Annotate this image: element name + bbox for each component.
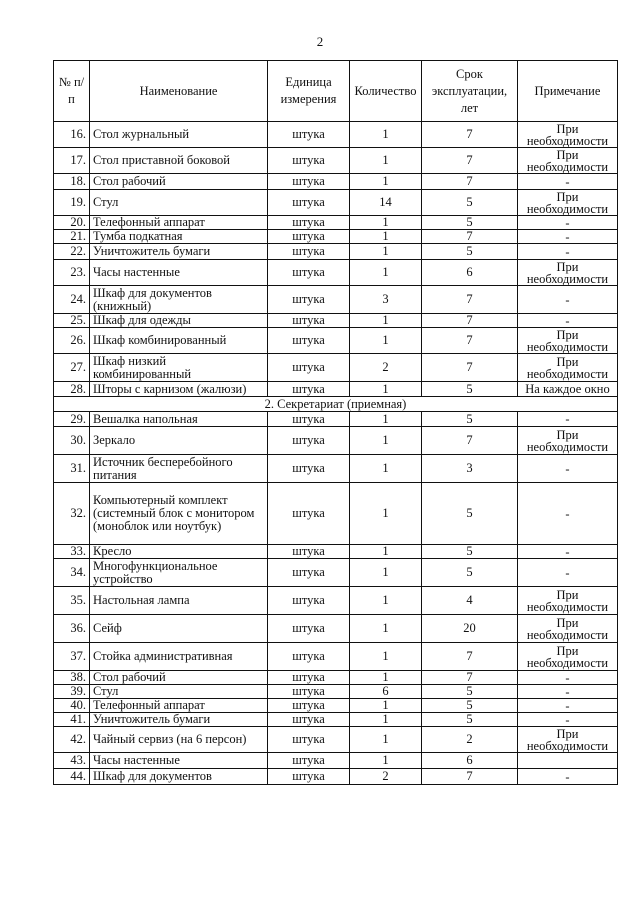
item-quantity: 3 (350, 286, 422, 314)
item-service-life: 6 (422, 753, 518, 769)
item-service-life: 6 (422, 260, 518, 286)
item-note: - (518, 412, 618, 427)
item-note: - (518, 671, 618, 685)
item-unit: штука (268, 455, 350, 483)
item-note: При необходимости (518, 260, 618, 286)
item-quantity: 1 (350, 260, 422, 286)
header-note: Примечание (518, 61, 618, 122)
item-service-life: 5 (422, 412, 518, 427)
row-number: 32. (54, 483, 90, 545)
item-unit: штука (268, 382, 350, 397)
item-note: При необходимости (518, 122, 618, 148)
item-quantity: 1 (350, 483, 422, 545)
item-name: Стул (90, 685, 268, 699)
item-service-life: 5 (422, 545, 518, 559)
item-service-life: 5 (422, 190, 518, 216)
item-quantity: 1 (350, 727, 422, 753)
item-name: Тумба подкатная (90, 230, 268, 244)
item-quantity: 2 (350, 769, 422, 785)
section-row (54, 397, 618, 412)
table-row (54, 699, 618, 713)
item-quantity: 14 (350, 190, 422, 216)
item-unit: штука (268, 260, 350, 286)
item-unit: штука (268, 643, 350, 671)
item-note: - (518, 455, 618, 483)
item-unit: штука (268, 230, 350, 244)
item-unit: штука (268, 587, 350, 615)
item-service-life: 5 (422, 483, 518, 545)
table-row (54, 314, 618, 328)
section-title: 2. Секретариат (приемная) (54, 397, 618, 412)
item-service-life: 7 (422, 671, 518, 685)
table-header-row (54, 61, 618, 122)
item-quantity: 1 (350, 328, 422, 354)
item-note: При необходимости (518, 727, 618, 753)
table-row (54, 244, 618, 260)
item-unit: штука (268, 328, 350, 354)
row-number: 40. (54, 699, 90, 713)
item-name: Шкаф для одежды (90, 314, 268, 328)
row-number: 39. (54, 685, 90, 699)
item-service-life: 5 (422, 699, 518, 713)
item-name: Сейф (90, 615, 268, 643)
item-note: - (518, 769, 618, 785)
item-quantity: 1 (350, 382, 422, 397)
item-unit: штука (268, 727, 350, 753)
item-service-life: 7 (422, 643, 518, 671)
item-service-life: 7 (422, 354, 518, 382)
table-row (54, 769, 618, 785)
row-number: 24. (54, 286, 90, 314)
item-name: Уничтожитель бумаги (90, 244, 268, 260)
table-row (54, 753, 618, 769)
item-note: - (518, 230, 618, 244)
row-number: 26. (54, 328, 90, 354)
item-name: Зеркало (90, 427, 268, 455)
item-name: Шторы с карнизом (жалюзи) (90, 382, 268, 397)
row-number: 36. (54, 615, 90, 643)
row-number: 25. (54, 314, 90, 328)
page-number: 2 (316, 34, 324, 49)
item-service-life: 7 (422, 427, 518, 455)
item-name: Шкаф для документов (90, 769, 268, 785)
item-quantity: 1 (350, 545, 422, 559)
item-name: Шкаф низкий комбинированный (90, 354, 268, 382)
row-number: 20. (54, 216, 90, 230)
item-name: Чайный сервиз (на 6 персон) (90, 727, 268, 753)
item-service-life: 7 (422, 230, 518, 244)
item-note: - (518, 216, 618, 230)
item-name: Вешалка напольная (90, 412, 268, 427)
item-note: - (518, 713, 618, 727)
item-service-life: 7 (422, 314, 518, 328)
row-number: 22. (54, 244, 90, 260)
item-quantity: 1 (350, 122, 422, 148)
row-number: 27. (54, 354, 90, 382)
item-name: Источник бесперебойного питания (90, 455, 268, 483)
table-row (54, 148, 618, 174)
row-number: 30. (54, 427, 90, 455)
item-quantity: 1 (350, 216, 422, 230)
table-row (54, 354, 618, 382)
row-number: 19. (54, 190, 90, 216)
item-quantity: 1 (350, 671, 422, 685)
item-quantity: 2 (350, 354, 422, 382)
item-quantity: 1 (350, 559, 422, 587)
item-name: Шкаф для документов (книжный) (90, 286, 268, 314)
item-quantity: 1 (350, 615, 422, 643)
row-number: 18. (54, 174, 90, 190)
item-note: - (518, 174, 618, 190)
item-service-life: 7 (422, 286, 518, 314)
item-service-life: 5 (422, 382, 518, 397)
item-quantity: 6 (350, 685, 422, 699)
item-service-life: 7 (422, 328, 518, 354)
header-qty: Количество (350, 61, 422, 122)
row-number: 37. (54, 643, 90, 671)
item-service-life: 5 (422, 713, 518, 727)
row-number: 16. (54, 122, 90, 148)
table-row (54, 216, 618, 230)
row-number: 35. (54, 587, 90, 615)
item-quantity: 1 (350, 314, 422, 328)
item-note: - (518, 286, 618, 314)
table-row (54, 483, 618, 545)
table-row (54, 615, 618, 643)
item-note: - (518, 545, 618, 559)
item-unit: штука (268, 314, 350, 328)
item-unit: штука (268, 769, 350, 785)
item-unit: штука (268, 753, 350, 769)
table-row (54, 545, 618, 559)
item-service-life: 7 (422, 769, 518, 785)
table-row (54, 260, 618, 286)
item-unit: штука (268, 559, 350, 587)
item-name: Стул (90, 190, 268, 216)
item-name: Настольная лампа (90, 587, 268, 615)
item-quantity: 1 (350, 713, 422, 727)
table-row (54, 382, 618, 397)
item-unit: штука (268, 190, 350, 216)
row-number: 44. (54, 769, 90, 785)
item-service-life: 20 (422, 615, 518, 643)
item-quantity: 1 (350, 455, 422, 483)
row-number: 34. (54, 559, 90, 587)
item-quantity: 1 (350, 699, 422, 713)
row-number: 42. (54, 727, 90, 753)
item-note: - (518, 483, 618, 545)
header-name: Наименование (90, 61, 268, 122)
item-note: - (518, 314, 618, 328)
item-quantity: 1 (350, 148, 422, 174)
item-service-life: 5 (422, 244, 518, 260)
item-note: - (518, 685, 618, 699)
table-row (54, 412, 618, 427)
table-row (54, 643, 618, 671)
item-unit: штука (268, 713, 350, 727)
item-quantity: 1 (350, 244, 422, 260)
item-unit: штука (268, 354, 350, 382)
row-number: 28. (54, 382, 90, 397)
item-name: Телефонный аппарат (90, 216, 268, 230)
item-name: Стойка административная (90, 643, 268, 671)
item-note: При необходимости (518, 615, 618, 643)
item-note: При необходимости (518, 587, 618, 615)
item-quantity: 1 (350, 230, 422, 244)
item-service-life: 7 (422, 174, 518, 190)
table-row (54, 455, 618, 483)
row-number: 23. (54, 260, 90, 286)
item-note: - (518, 244, 618, 260)
row-number: 41. (54, 713, 90, 727)
item-name: Стол рабочий (90, 671, 268, 685)
item-name: Уничтожитель бумаги (90, 713, 268, 727)
item-name: Компьютерный комплект (системный блок с монитором (моноблок или ноутбук) (90, 483, 268, 545)
item-name: Стол приставной боковой (90, 148, 268, 174)
item-name: Многофункциональное устройство (90, 559, 268, 587)
header-life: Срок эксплуатации, лет (422, 61, 518, 122)
item-unit: штука (268, 671, 350, 685)
item-note: При необходимости (518, 427, 618, 455)
item-unit: штука (268, 615, 350, 643)
table-row (54, 587, 618, 615)
table-row (54, 174, 618, 190)
item-service-life: 4 (422, 587, 518, 615)
item-quantity: 1 (350, 427, 422, 455)
item-quantity: 1 (350, 643, 422, 671)
item-quantity: 1 (350, 753, 422, 769)
item-service-life: 7 (422, 122, 518, 148)
item-name: Кресло (90, 545, 268, 559)
table-body (54, 122, 618, 785)
item-unit: штука (268, 122, 350, 148)
item-note: При необходимости (518, 354, 618, 382)
table-row (54, 685, 618, 699)
item-name: Стол рабочий (90, 174, 268, 190)
item-name: Часы настенные (90, 753, 268, 769)
item-unit: штука (268, 699, 350, 713)
item-name: Телефонный аппарат (90, 699, 268, 713)
table-row (54, 328, 618, 354)
inventory-table (53, 60, 618, 785)
item-note: - (518, 699, 618, 713)
table-row (54, 671, 618, 685)
item-unit: штука (268, 545, 350, 559)
item-unit: штука (268, 412, 350, 427)
table-row (54, 230, 618, 244)
row-number: 17. (54, 148, 90, 174)
item-unit: штука (268, 286, 350, 314)
item-unit: штука (268, 685, 350, 699)
item-note: При необходимости (518, 148, 618, 174)
item-service-life: 5 (422, 216, 518, 230)
row-number: 43. (54, 753, 90, 769)
table-row (54, 190, 618, 216)
item-service-life: 3 (422, 455, 518, 483)
table-row (54, 559, 618, 587)
item-service-life: 2 (422, 727, 518, 753)
row-number: 21. (54, 230, 90, 244)
table-row (54, 727, 618, 753)
item-note: При необходимости (518, 190, 618, 216)
item-unit: штука (268, 483, 350, 545)
row-number: 31. (54, 455, 90, 483)
item-service-life: 5 (422, 685, 518, 699)
item-quantity: 1 (350, 174, 422, 190)
item-note: При необходимости (518, 643, 618, 671)
item-name: Стол журнальный (90, 122, 268, 148)
header-unit: Единица измерения (268, 61, 350, 122)
item-name: Часы настенные (90, 260, 268, 286)
table-row (54, 713, 618, 727)
item-service-life: 7 (422, 148, 518, 174)
item-note: При необходимости (518, 328, 618, 354)
item-unit: штука (268, 216, 350, 230)
item-unit: штука (268, 148, 350, 174)
item-quantity: 1 (350, 412, 422, 427)
item-note: - (518, 559, 618, 587)
row-number: 38. (54, 671, 90, 685)
item-unit: штука (268, 427, 350, 455)
table-row (54, 427, 618, 455)
item-unit: штука (268, 174, 350, 190)
item-service-life: 5 (422, 559, 518, 587)
header-num: № п/п (54, 61, 90, 122)
item-name: Шкаф комбинированный (90, 328, 268, 354)
row-number: 29. (54, 412, 90, 427)
item-note: На каждое окно (518, 382, 618, 397)
table-row (54, 286, 618, 314)
item-quantity: 1 (350, 587, 422, 615)
row-number: 33. (54, 545, 90, 559)
item-note (518, 753, 618, 769)
table-row (54, 122, 618, 148)
item-unit: штука (268, 244, 350, 260)
